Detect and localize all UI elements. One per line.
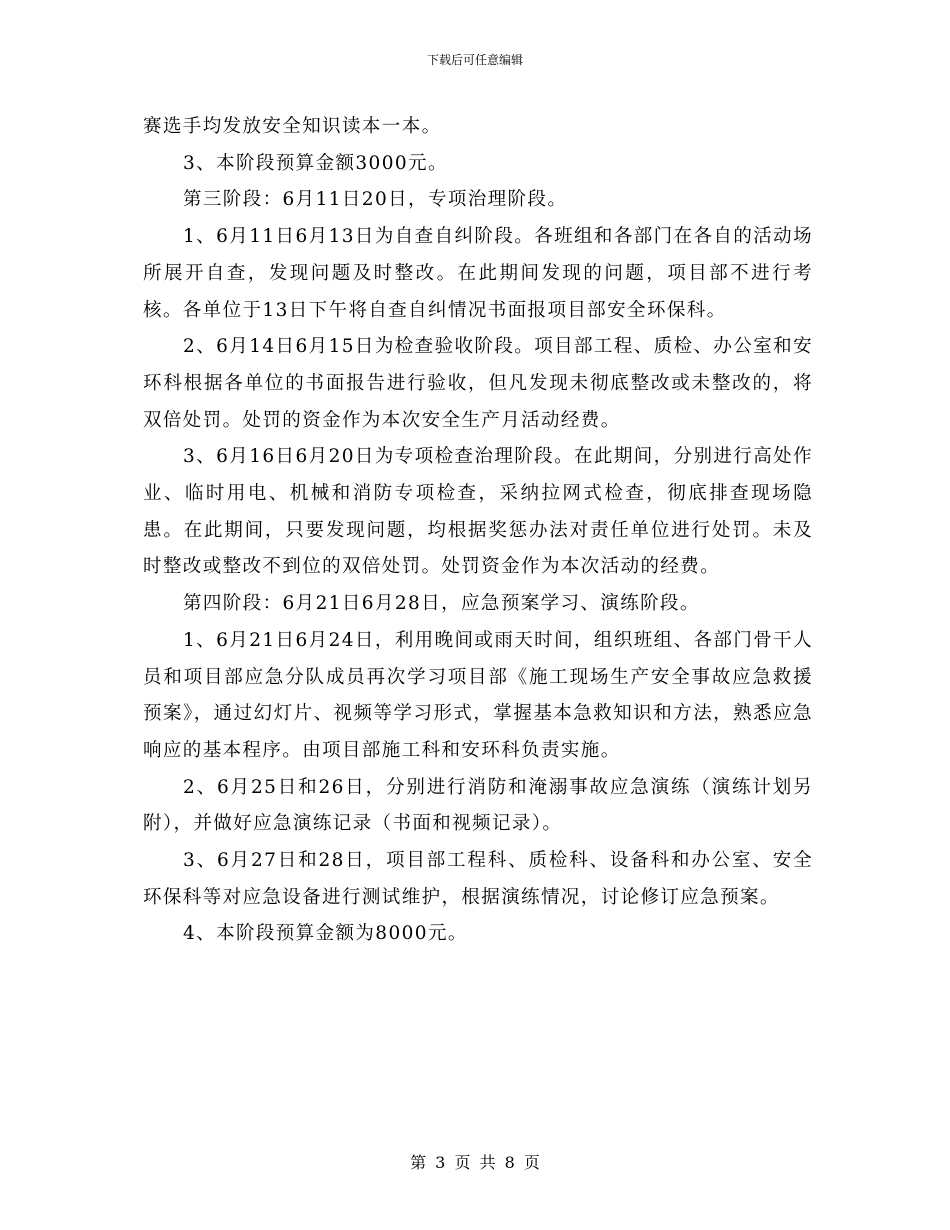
paragraph-1: 赛选手均发放安全知识读本一本。 bbox=[143, 116, 442, 137]
page-header: 下载后可任意编辑 bbox=[426, 53, 523, 67]
page-footer: 第 3 页 共 8 页 bbox=[410, 1153, 540, 1172]
paragraph-9: 2、6月25日和26日，分别进行消防和淹溺事故应急演练（演练计划另附），并做好应急演练记录（书面和视频记录）。 bbox=[143, 776, 813, 835]
paragraph-11: 4、本阶段预算金额为8000元。 bbox=[183, 923, 468, 945]
paragraph-6: 3、6月16日6月20日为专项检查治理阶段。在此期间，分别进行高处作业、临时用电、机械和消防专项检查，采纳拉网式检查，彻底排查现场隐患。在此期间，只要发现问题，均根据奖惩办法对责任单位进行处罚。未及时整改或整改不到位的双倍处罚。处罚资金作为本次活动的经费。 bbox=[143, 446, 813, 578]
paragraph-3: 第三阶段：6月11日20日，专项治理阶段。 bbox=[183, 189, 568, 211]
paragraph-4: 1、6月11日6月13日为自查自纠阶段。各班组和各部门在各自的活动场所展开自查，发现问题及时整改。在此期间发现的问题，项目部不进行考核。各单位于13日下午将自查自纠情况书面报项目部安全环保科。 bbox=[143, 226, 813, 321]
paragraph-5: 2、6月14日6月15日为检查验收阶段。项目部工程、质检、办公室和安环科根据各单位的书面报告进行验收，但凡发现未彻底整改或未整改的，将双倍处罚。处罚的资金作为本次安全生产月活动经费。 bbox=[143, 336, 813, 431]
paragraph-7: 第四阶段：6月21日6月28日，应急预案学习、演练阶段。 bbox=[183, 593, 700, 615]
paragraph-2: 3、本阶段预算金额3000元。 bbox=[183, 152, 448, 174]
document-body bbox=[143, 109, 813, 953]
paragraph-8: 1、6月21日6月24日，利用晚间或雨天时间，组织班组、各部门骨干人员和项目部应急分队成员再次学习项目部《施工现场生产安全事故应急救援预案》，通过幻灯片、视频等学习形式，掌握基本急救知识和方法，熟悉应急响应的基本程序。由项目部施工科和安环科负责实施。 bbox=[143, 629, 813, 761]
paragraph-10: 3、6月27日和28日，项目部工程科、质检科、设备科和办公室、安全环保科等对应急设备进行测试维护，根据演练情况，讨论修订应急预案。 bbox=[143, 850, 813, 908]
